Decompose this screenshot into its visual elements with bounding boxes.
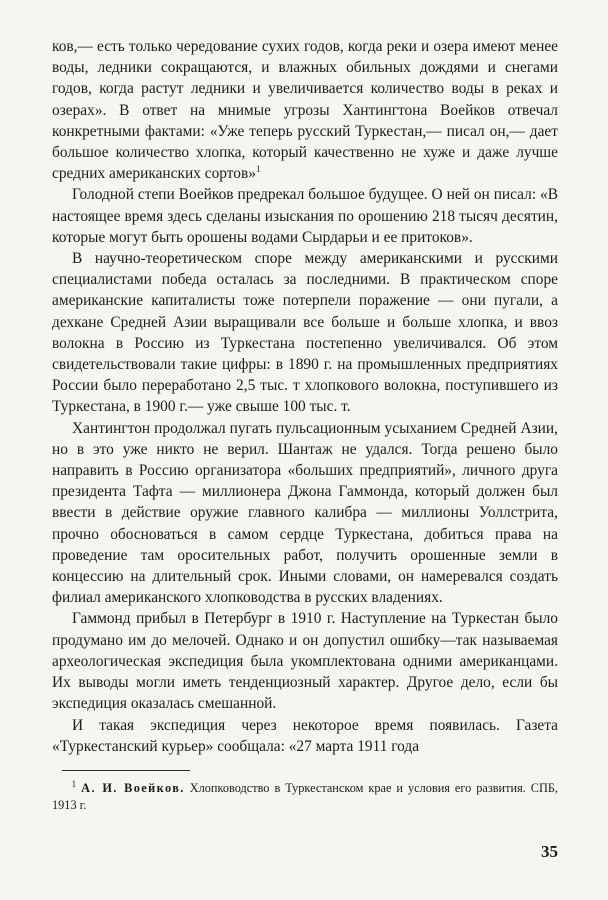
main-text xyxy=(52,36,558,757)
paragraph-2: Голодной степи Воейков предрекал большое будущее. О ней он писал: «В настоящее время здесь сделаны изыскания по орошению 218 тысяч десятин, которые могут быть орошены водами Сырдарьи и ее притоков». xyxy=(52,186,558,246)
footnote-mark: 1 xyxy=(71,778,77,789)
paragraph-1 xyxy=(52,36,558,184)
footnote-text: Хлопководство в Туркестанском крае и условия его развития. СПБ, 1913 г. xyxy=(52,781,559,812)
page-number: 35 xyxy=(541,842,558,861)
paragraph-5: Гаммонд прибыл в Петербург в 1910 г. Наступление на Туркестан было продумано им до мелочей. Однако и он допустил ошибку—так называемая археологическая экспедиция была укомплектована одними американцами. Их выводы могли иметь тенденциозный характер. Другое дело, если бы экспедиция оказалась смешанной. xyxy=(52,610,558,713)
footnote-author: А. И. Воейков. xyxy=(81,781,185,795)
paragraph-6: И такая экспедиция через некоторое время появилась. Газета «Туркестанский курьер» сообщала: «27 марта 1911 года xyxy=(52,716,558,755)
footnote-divider xyxy=(62,770,190,771)
footnote xyxy=(52,780,558,814)
footnote-reference: 1 xyxy=(255,164,261,175)
paragraph-4: Хантингтон продолжал пугать пульсационным усыханием Средней Азии, но в это уже никто не верил. Шантаж не удался. Тогда решено было направить в Россию организатора «больших предприятий», личного друга президента Тафта — миллионера Джона Гаммонда, который должен был ввести в действие оружие главного калибра — миллионы Уоллстрита, прочно обосноваться в самом сердце Туркестана, добиться права на проведение там оросительных работ, получить орошенные земли в концессию на длительный срок. Иными словами, он намеревался создать филиал американского хлопководства в русских владениях. xyxy=(52,419,558,607)
paragraph-1-text: ков,— есть только чередование сухих годов, когда реки и озера имеют менее воды, ледники сокращаются, и влажных обильных дождями и снегами годов, когда растут ледники и увеличивается количество воды в реках и озерах». В ответ на мнимые угрозы Хантингтона Воейков отвечал конкретными фактами: «Уже теперь русский Туркестан,— писал он,— дает большое количество хлопка, который качественно не хуже и даже лучше средних американских сортов» xyxy=(52,38,558,183)
paragraph-3: В научно-теоретическом споре между американскими и русскими специалистами победа осталась за последними. В практическом споре американские капиталисты тоже потерпели поражение — они пугали, а дехкане Средней Азии выращивали все больше и больше хлопка, и ввоз волокна в Россию из Туркестана постепенно увеличивался. Об этом свидетельствовали такие цифры: в 1890 г. на промышленных предприятиях России было переработано 2,5 тыс. т хлопкового волокна, поступившего из Туркестана, в 1900 г.— уже свыше 100 тыс. т. xyxy=(52,250,558,416)
